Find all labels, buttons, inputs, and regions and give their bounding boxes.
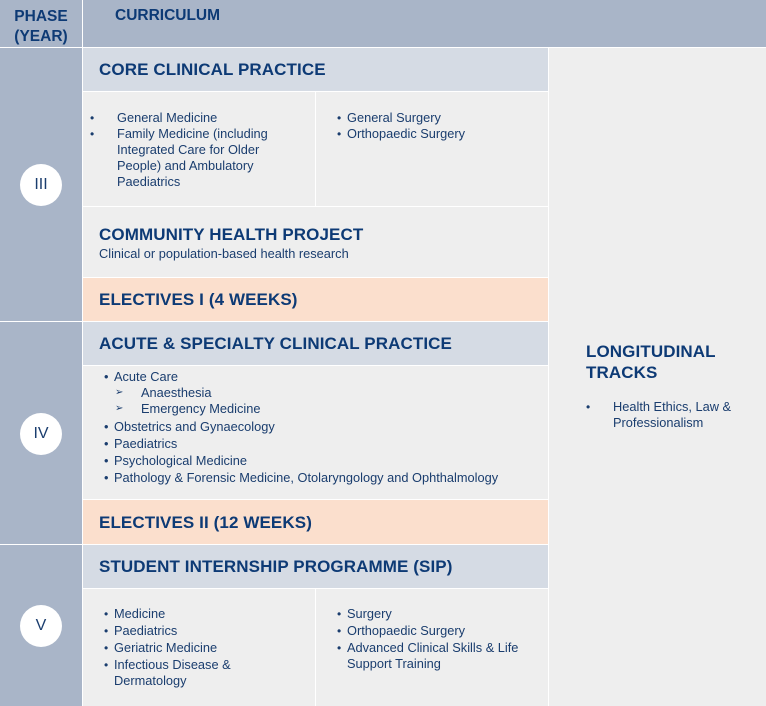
list-item: ➢ Emergency Medicine <box>115 401 261 416</box>
divider <box>82 206 548 207</box>
list-item: • Advanced Clinical Skills & Life Support Training <box>337 640 519 671</box>
community-title: COMMUNITY HEALTH PROJECT <box>99 225 364 244</box>
electives-1-title: ELECTIVES I (4 WEEKS) <box>99 290 298 309</box>
divider <box>82 499 548 500</box>
electives-2-title: ELECTIVES II (12 WEEKS) <box>99 513 312 532</box>
longitudinal-list <box>586 399 756 431</box>
sip-right-list <box>337 606 537 672</box>
list-item: • General Surgery <box>337 110 441 125</box>
phase-badge-iii: III <box>20 164 62 206</box>
list-item: • Obstetrics and Gynaecology <box>104 419 275 434</box>
divider <box>315 92 316 206</box>
list-item: • Surgery <box>337 606 392 621</box>
list-item: • Acute Care <box>104 369 179 384</box>
sip-title: STUDENT INTERNSHIP PROGRAMME (SIP) <box>99 557 453 576</box>
list-item: • Geriatric Medicine <box>104 640 218 655</box>
arrow-bullet-icon: ➢ <box>115 403 124 414</box>
acute-list <box>104 368 544 486</box>
phase-badge-iv: IV <box>20 413 62 455</box>
sip-left-list <box>104 606 294 689</box>
list-item: • Orthopaedic Surgery <box>337 126 466 141</box>
core-left-list <box>90 110 280 190</box>
list-item: • Health Ethics, Law & Professionalism <box>586 399 732 430</box>
divider <box>0 47 766 48</box>
list-item: • Paediatrics <box>104 436 178 451</box>
list-item: • Paediatrics <box>104 623 178 638</box>
divider <box>315 589 316 706</box>
divider <box>82 365 548 366</box>
list-item: • Family Medicine (including Integrated Care for Older People) and Ambulatory Paediatrics <box>90 126 268 189</box>
community-subtitle: Clinical or population-based health research <box>99 246 349 261</box>
list-item: • Psychological Medicine <box>104 453 248 468</box>
list-item: • Medicine <box>104 606 166 621</box>
phase-header-line2: (YEAR) <box>14 28 68 45</box>
divider <box>82 277 548 278</box>
divider <box>548 47 549 706</box>
phase-badge-v: V <box>20 605 62 647</box>
curriculum-header: CURRICULUM <box>115 7 221 24</box>
list-item: ➢ Anaesthesia <box>115 385 212 400</box>
list-item: • Infectious Disease & Dermatology <box>104 657 231 688</box>
longitudinal-title: LONGITUDINAL TRACKS <box>586 342 716 382</box>
core-title: CORE CLINICAL PRACTICE <box>99 60 326 79</box>
divider <box>82 0 83 706</box>
list-item: • Orthopaedic Surgery <box>337 623 466 638</box>
phase-header <box>0 7 82 47</box>
core-right-list <box>337 110 537 142</box>
list-item: • Pathology & Forensic Medicine, Otolaryngology and Ophthalmology <box>104 470 499 485</box>
arrow-bullet-icon: ➢ <box>115 387 124 398</box>
phase-header-line1: PHASE <box>14 8 68 25</box>
list-item: • General Medicine <box>90 110 218 125</box>
acute-title: ACUTE & SPECIALTY CLINICAL PRACTICE <box>99 334 452 353</box>
